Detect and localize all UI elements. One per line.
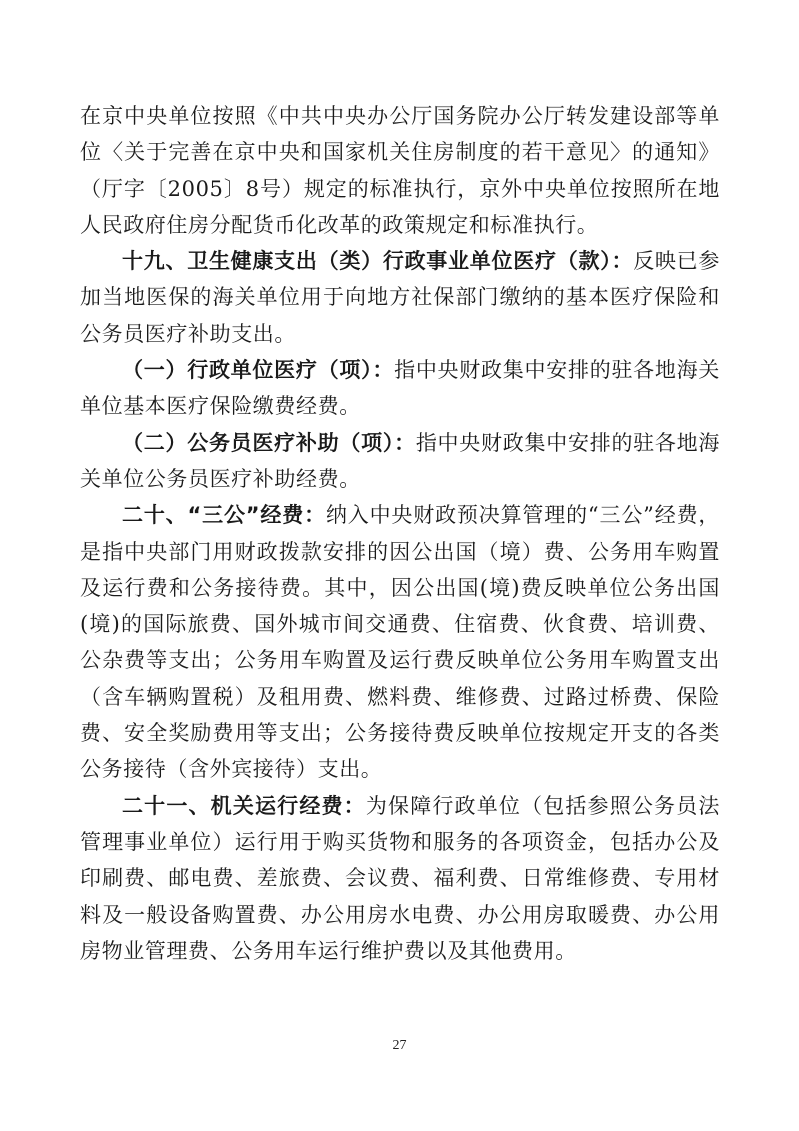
section-heading: 二十一、机关运行经费： [122,793,366,818]
section-heading: 二十、“三公”经费： [122,503,326,528]
body-text [80,98,720,969]
paragraph-health-expenditure [80,243,720,352]
section-heading: 十九、卫生健康支出（类）行政事业单位医疗（款）： [122,249,634,274]
paragraph-text: 指中央财政集中安排的驻各地海关单位公务员医疗补助经费。 [80,430,720,491]
paragraph-housing-standard [80,98,720,243]
paragraph-administrative-medical [80,352,720,425]
paragraph-civil-servant-medical [80,425,720,498]
section-heading: （一）行政单位医疗（项）： [122,358,395,383]
paragraph-operating-expenses [80,788,720,969]
section-heading: （二）公务员医疗补助（项）： [122,430,416,455]
paragraph-text: 指中央财政集中安排的驻各地海关单位基本医疗保险缴费经费。 [80,358,720,419]
paragraph-three-public-expenses [80,497,720,787]
page-number: 27 [392,1038,407,1053]
paragraph-text: 纳入中央财政预决算管理的“三公”经费，是指中央部门用财政拨款安排的因公出国（境）费、公务用车购置及运行费和公务接待费。其中，因公出国(境)费反映单位公务出国(境)的国际旅费、国外城市间交通费、住宿费、伙食费、培训费、公杂费等支出；公务用车购置及运行费反映单位公务用车购置支出（含车辆购置税）及租用费、燃料费、维修费、过路过桥费、保险费、安全奖励费用等支出；公务接待费反映单位按规定开支的各类公务接待（含外宾接待）支出。 [80,503,720,782]
paragraph-text: 反映已参加当地医保的海关单位用于向地方社保部门缴纳的基本医疗保险和公务员医疗补助支出。 [80,249,720,346]
paragraph-text: 在京中央单位按照《中共中央办公厅国务院办公厅转发建设部等单位〈关于完善在京中央和国家机关住房制度的若干意见〉的通知》（厅字〔2005〕8号）规定的标准执行，京外中央单位按照所在地人民政府住房分配货币化改革的政策规定和标准执行。 [80,104,720,237]
paragraph-text: 为保障行政单位（包括参照公务员法管理事业单位）运行用于购买货物和服务的各项资金，包括办公及印刷费、邮电费、差旅费、会议费、福利费、日常维修费、专用材料及一般设备购置费、办公用房水电费、办公用房取暖费、办公用房物业管理费、公务用车运行维护费以及其他费用。 [80,793,720,963]
